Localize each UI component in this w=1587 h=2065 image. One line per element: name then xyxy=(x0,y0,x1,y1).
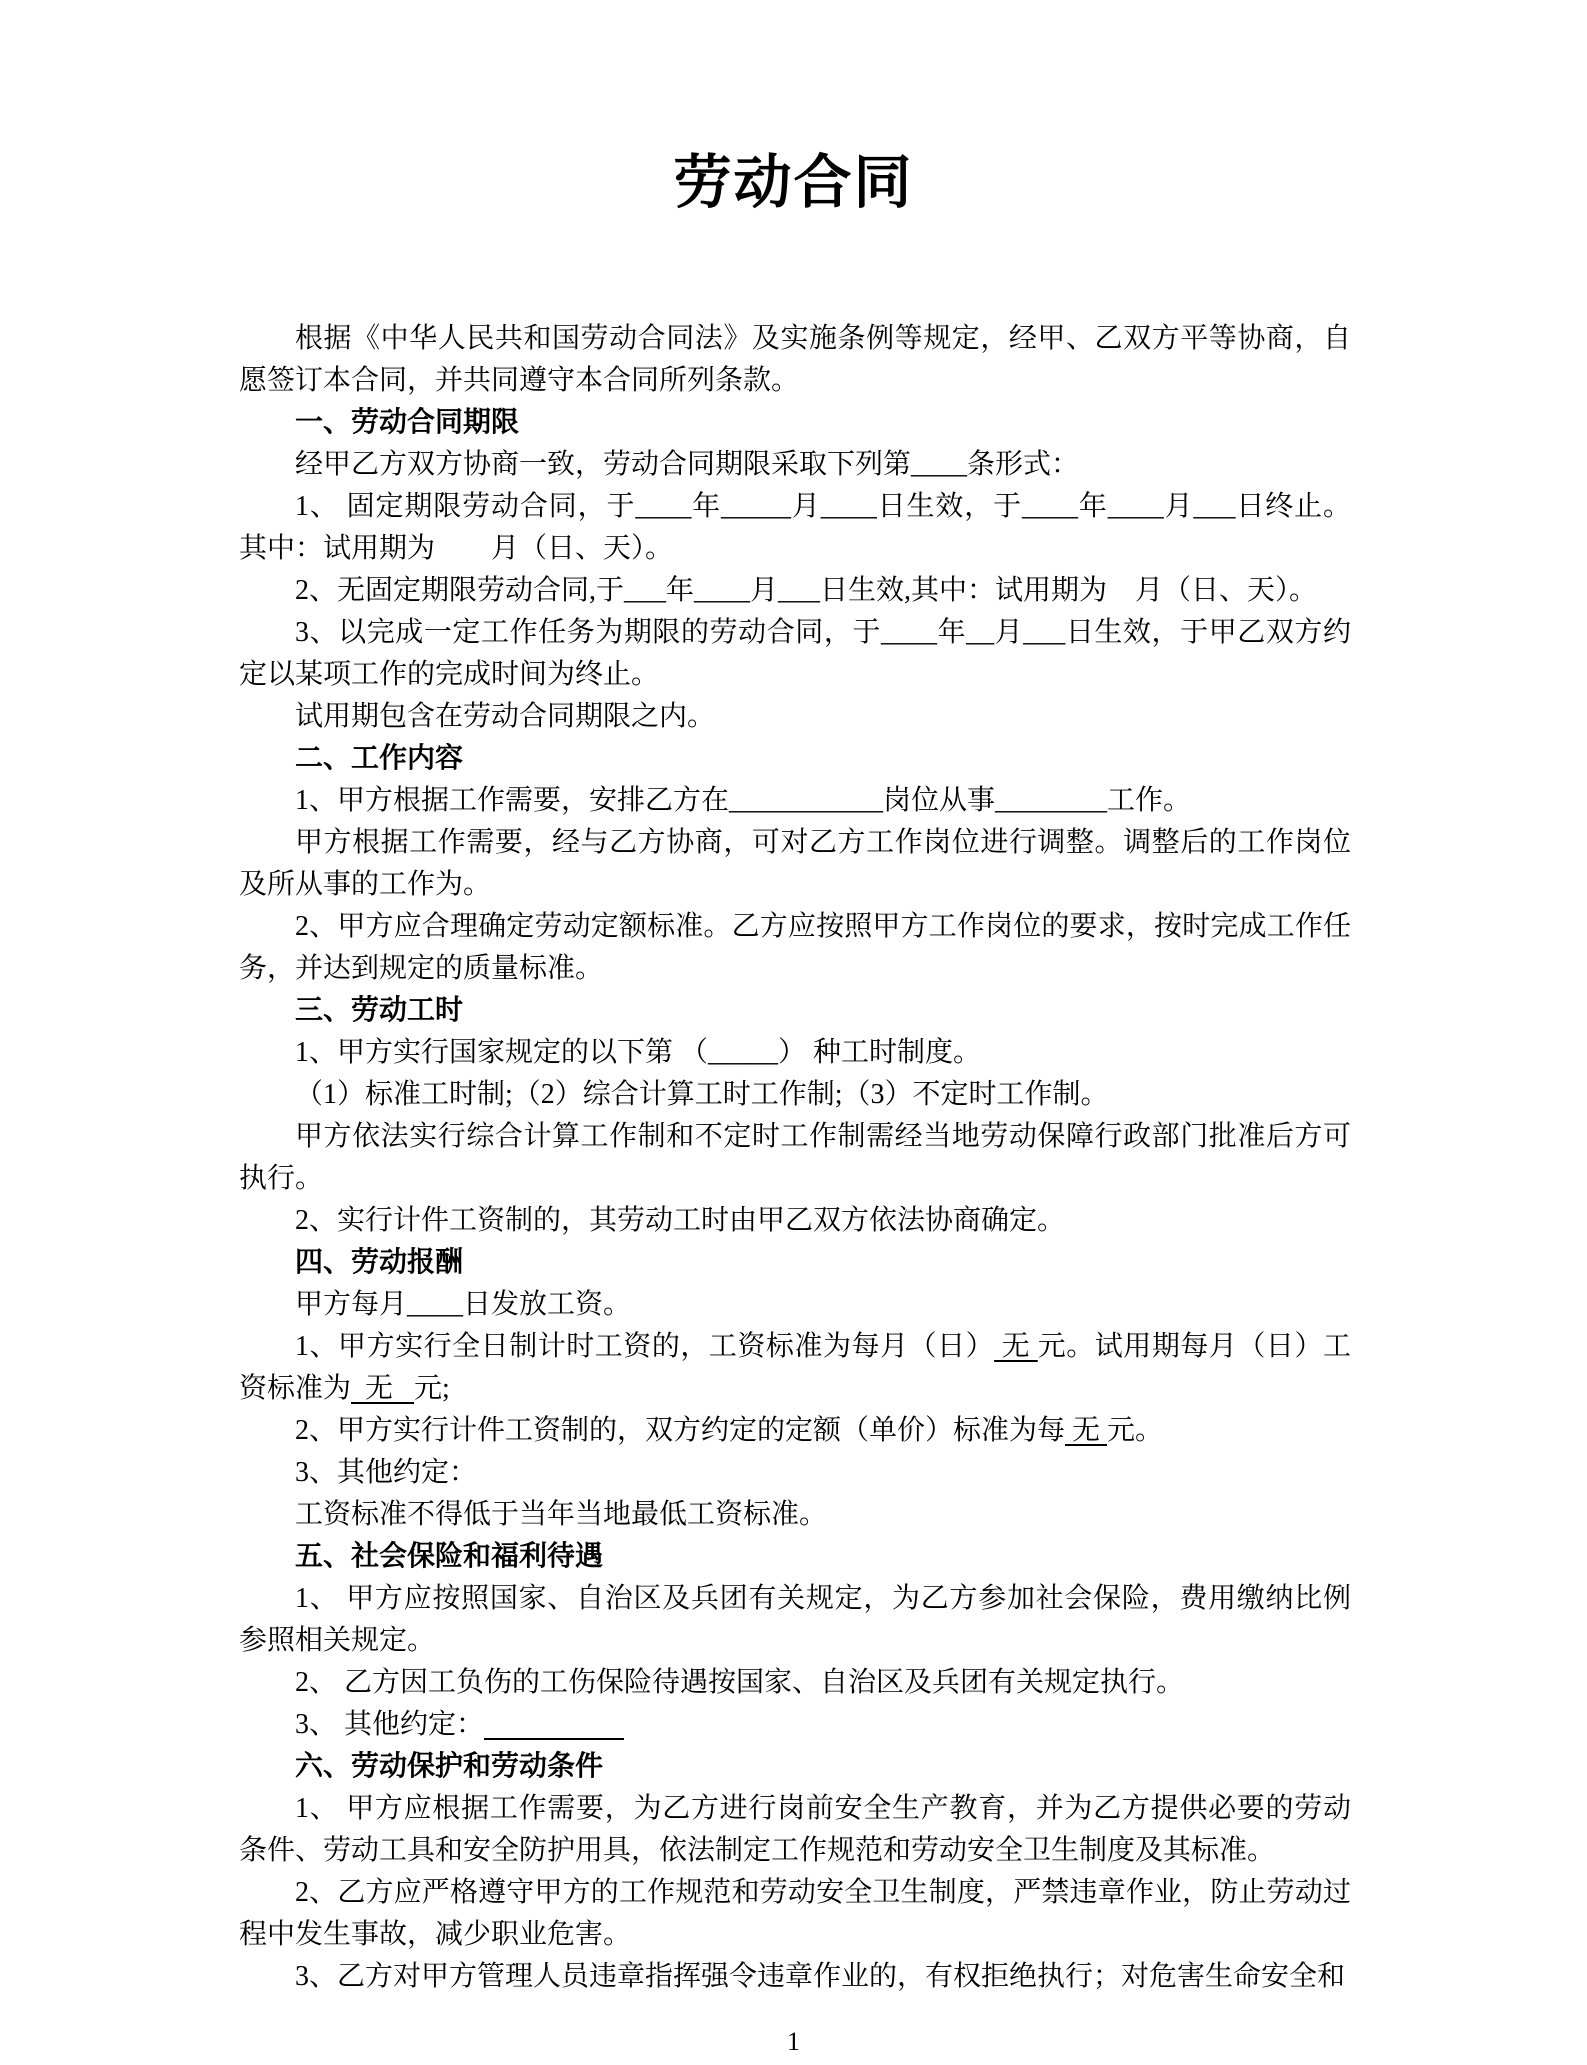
contract-paragraph xyxy=(239,1494,1351,1536)
fill-in-blank: 无 xyxy=(351,1373,415,1404)
text-segment: 工资标准不得低于当年当地最低工资标准。 xyxy=(295,1499,828,1530)
document-title: 劳动合同 xyxy=(673,150,914,215)
text-segment: 2、乙方应严格遵守甲方的工作规范和劳动安全卫生制度，严禁违章作业，防止劳动过程中发生事故，减少职业危害。 xyxy=(239,1877,1351,1950)
contract-paragraph xyxy=(239,1704,1351,1746)
text-segment: 1、甲方根据工作需要，安排乙方在___________岗位从事________工作。 xyxy=(295,785,1192,816)
contract-paragraph xyxy=(239,1452,1351,1494)
contract-paragraph xyxy=(239,486,1351,570)
text-segment: 2、甲方应合理确定劳动定额标准。乙方应按照甲方工作岗位的要求，按时完成工作任务，并达到规定的质量标准。 xyxy=(239,911,1351,984)
contract-paragraph xyxy=(239,1956,1351,1998)
text-segment: 二、工作内容 xyxy=(295,743,464,774)
text-segment: 元。试用期每月（日）工资标准为 xyxy=(239,1331,1351,1404)
contract-paragraph xyxy=(239,1032,1351,1074)
text-segment: 经甲乙方双方协商一致，劳动合同期限采取下列第____条形式： xyxy=(295,449,1080,480)
fill-in-blank xyxy=(484,1709,624,1740)
section-heading xyxy=(239,1746,1351,1788)
contract-paragraph xyxy=(239,1200,1351,1242)
text-segment: 甲方每月____日发放工资。 xyxy=(295,1289,632,1320)
text-segment: 三、劳动工时 xyxy=(295,995,464,1026)
section-heading xyxy=(239,1242,1351,1284)
contract-paragraph xyxy=(239,780,1351,822)
text-segment: 六、劳动保护和劳动条件 xyxy=(295,1751,604,1782)
contract-paragraph xyxy=(239,1872,1351,1956)
text-segment: 五、社会保险和福利待遇 xyxy=(295,1541,604,1572)
contract-paragraph xyxy=(239,318,1351,402)
contract-paragraph xyxy=(239,1662,1351,1704)
section-heading xyxy=(239,738,1351,780)
contract-paragraph xyxy=(239,1788,1351,1872)
text-segment: 2、实行计件工资制的，其劳动工时由甲乙双方依法协商确定。 xyxy=(295,1205,1066,1236)
text-segment: 1、甲方实行国家规定的以下第 （_____） 种工时制度。 xyxy=(295,1037,982,1068)
section-heading xyxy=(239,402,1351,444)
text-segment: 3、乙方对甲方管理人员违章指挥强令违章作业的，有权拒绝执行；对危害生命安全和 xyxy=(295,1961,1346,1992)
text-segment: 2、 乙方因工负伤的工伤保险待遇按国家、自治区及兵团有关规定执行。 xyxy=(295,1667,1185,1698)
text-segment: 2、无固定期限劳动合同,于___年____月___日生效,其中：试用期为 月（日、天）。 xyxy=(295,575,1318,606)
contract-paragraph xyxy=(239,1284,1351,1326)
contract-paragraph xyxy=(239,696,1351,738)
contract-paragraph xyxy=(239,906,1351,990)
text-segment: 根据《中华人民共和国劳动合同法》及实施条例等规定，经甲、乙双方平等协商，自愿签订本合同，并共同遵守本合同所列条款。 xyxy=(239,323,1351,396)
contract-paragraph xyxy=(239,1074,1351,1116)
text-segment: 1、 甲方应根据工作需要，为乙方进行岗前安全生产教育，并为乙方提供必要的劳动条件、劳动工具和安全防护用具，依法制定工作规范和劳动安全卫生制度及其标准。 xyxy=(239,1793,1351,1866)
contract-paragraph xyxy=(239,570,1351,612)
section-heading xyxy=(239,1536,1351,1578)
text-segment: 一、劳动合同期限 xyxy=(295,407,520,438)
text-segment: 元; xyxy=(414,1373,450,1404)
page-number: 1 xyxy=(787,2027,800,2056)
text-segment: 2、甲方实行计件工资制的，双方约定的定额（单价）标准为每 xyxy=(295,1415,1066,1446)
section-heading xyxy=(239,990,1351,1032)
text-segment: （1）标准工时制;（2）综合计算工时工作制;（3）不定时工作制。 xyxy=(295,1079,1109,1110)
fill-in-blank: 无 xyxy=(994,1331,1038,1362)
text-segment: 甲方依法实行综合计算工作制和不定时工作制需经当地劳动保障行政部门批准后方可执行。 xyxy=(239,1121,1351,1194)
text-segment: 3、其他约定： xyxy=(295,1457,478,1488)
text-segment: 1、甲方实行全日制计时工资的，工资标准为每月（日） xyxy=(295,1331,995,1362)
text-segment: 1、 甲方应按照国家、自治区及兵团有关规定，为乙方参加社会保险，费用缴纳比例参照相关规定。 xyxy=(239,1583,1351,1656)
text-segment: 3、以完成一定工作任务为期限的劳动合同，于____年__月___日生效，于甲乙双方约定以某项工作的完成时间为终止。 xyxy=(239,617,1351,690)
text-segment: 1、 固定期限劳动合同，于____年_____月____日生效，于____年____月___日终止。其中：试用期为 月（日、天）。 xyxy=(239,491,1351,564)
contract-paragraph xyxy=(239,1116,1351,1200)
contract-paragraph xyxy=(239,1578,1351,1662)
text-segment: 3、 其他约定： xyxy=(295,1709,485,1740)
contract-paragraph xyxy=(239,822,1351,906)
text-segment: 甲方根据工作需要，经与乙方协商，可对乙方工作岗位进行调整。调整后的工作岗位及所从事的工作为。 xyxy=(239,827,1351,900)
contract-paragraph xyxy=(239,612,1351,696)
contract-paragraph xyxy=(239,1326,1351,1410)
contract-body xyxy=(239,318,1351,1998)
text-segment: 试用期包含在劳动合同期限之内。 xyxy=(295,701,716,732)
contract-paragraph xyxy=(239,444,1351,486)
text-segment: 元。 xyxy=(1107,1415,1164,1446)
contract-paragraph xyxy=(239,1410,1351,1452)
text-segment: 四、劳动报酬 xyxy=(295,1247,464,1278)
fill-in-blank: 无 xyxy=(1065,1415,1108,1446)
